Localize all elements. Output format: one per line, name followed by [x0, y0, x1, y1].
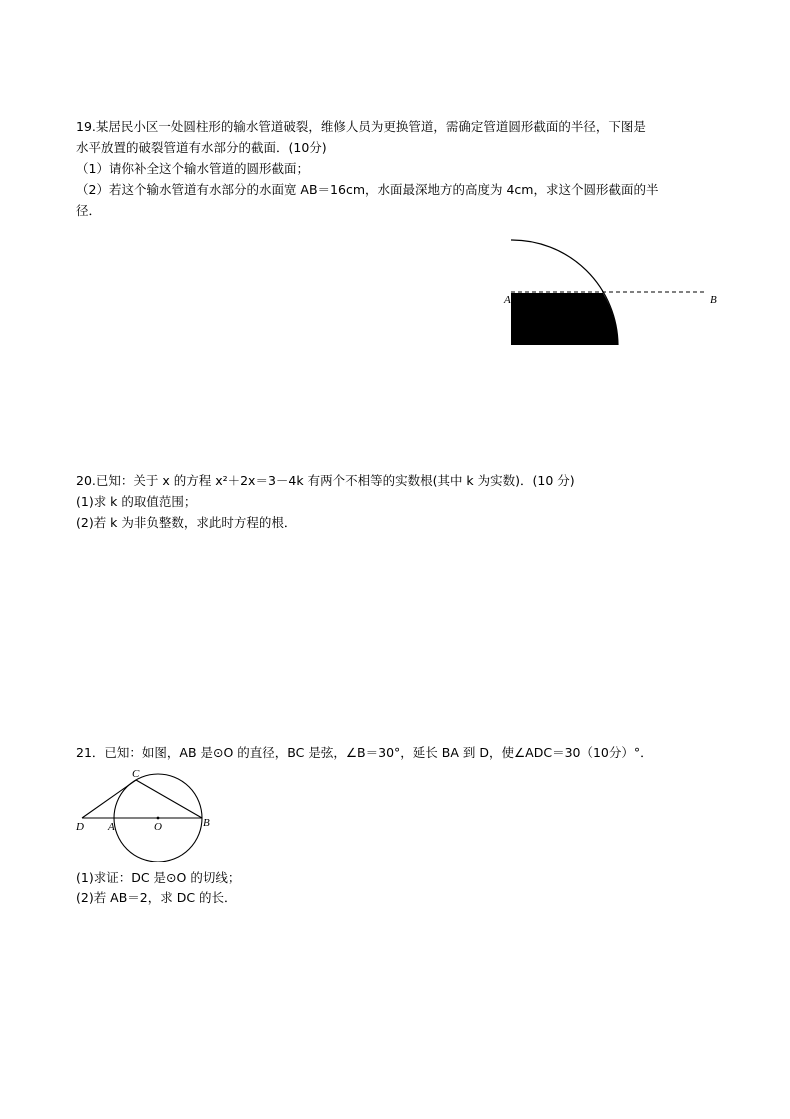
circle-tangent-figure — [72, 766, 222, 862]
q21-part-2: (2)若 AB＝2，求 DC 的长． — [76, 890, 237, 905]
label-c: C — [132, 768, 140, 780]
pipe-cross-section-figure — [500, 232, 730, 352]
label-b: B — [710, 294, 717, 306]
q19-part-2-continued: 径． — [76, 203, 102, 218]
q20-text: 20.已知：关于 x 的方程 x²＋2x＝3－4k 有两个不相等的实数根(其中 k 为实数)．(10 分) — [76, 473, 575, 488]
label-a: A — [504, 294, 511, 306]
q20-part-1: (1)求 k 的取值范围； — [76, 494, 197, 509]
q21-part-1: (1)求证：DC 是⊙O 的切线； — [76, 870, 241, 885]
line-cb — [136, 780, 202, 818]
label-b: B — [203, 817, 210, 829]
center-point — [157, 817, 160, 820]
q19-text-line-1: 19.某居民小区一处圆柱形的输水管道破裂，维修人员为更换管道，需确定管道圆形截面的半径，下图是 — [76, 119, 646, 134]
q21-text: 21．已知：如图，AB 是⊙O 的直径，BC 是弦，∠B＝30°，延长 BA 到 D，使∠ADC＝30（10分）°． — [76, 745, 653, 760]
label-a: A — [108, 821, 115, 833]
water-region — [511, 293, 618, 345]
label-o: O — [154, 821, 162, 833]
q19-part-2: （2）若这个输水管道有水部分的水面宽 AB＝16cm，水面最深地方的高度为 4cm，求这个圆形截面的半 — [76, 182, 659, 197]
q20-part-2: (2)若 k 为非负整数，求此时方程的根． — [76, 515, 297, 530]
label-d: D — [76, 821, 84, 833]
q19-text-line-2: 水平放置的破裂管道有水部分的截面．(10分) — [76, 140, 327, 155]
line-dc — [82, 780, 136, 818]
q19-part-1: （1）请你补全这个输水管道的圆形截面； — [76, 161, 309, 176]
